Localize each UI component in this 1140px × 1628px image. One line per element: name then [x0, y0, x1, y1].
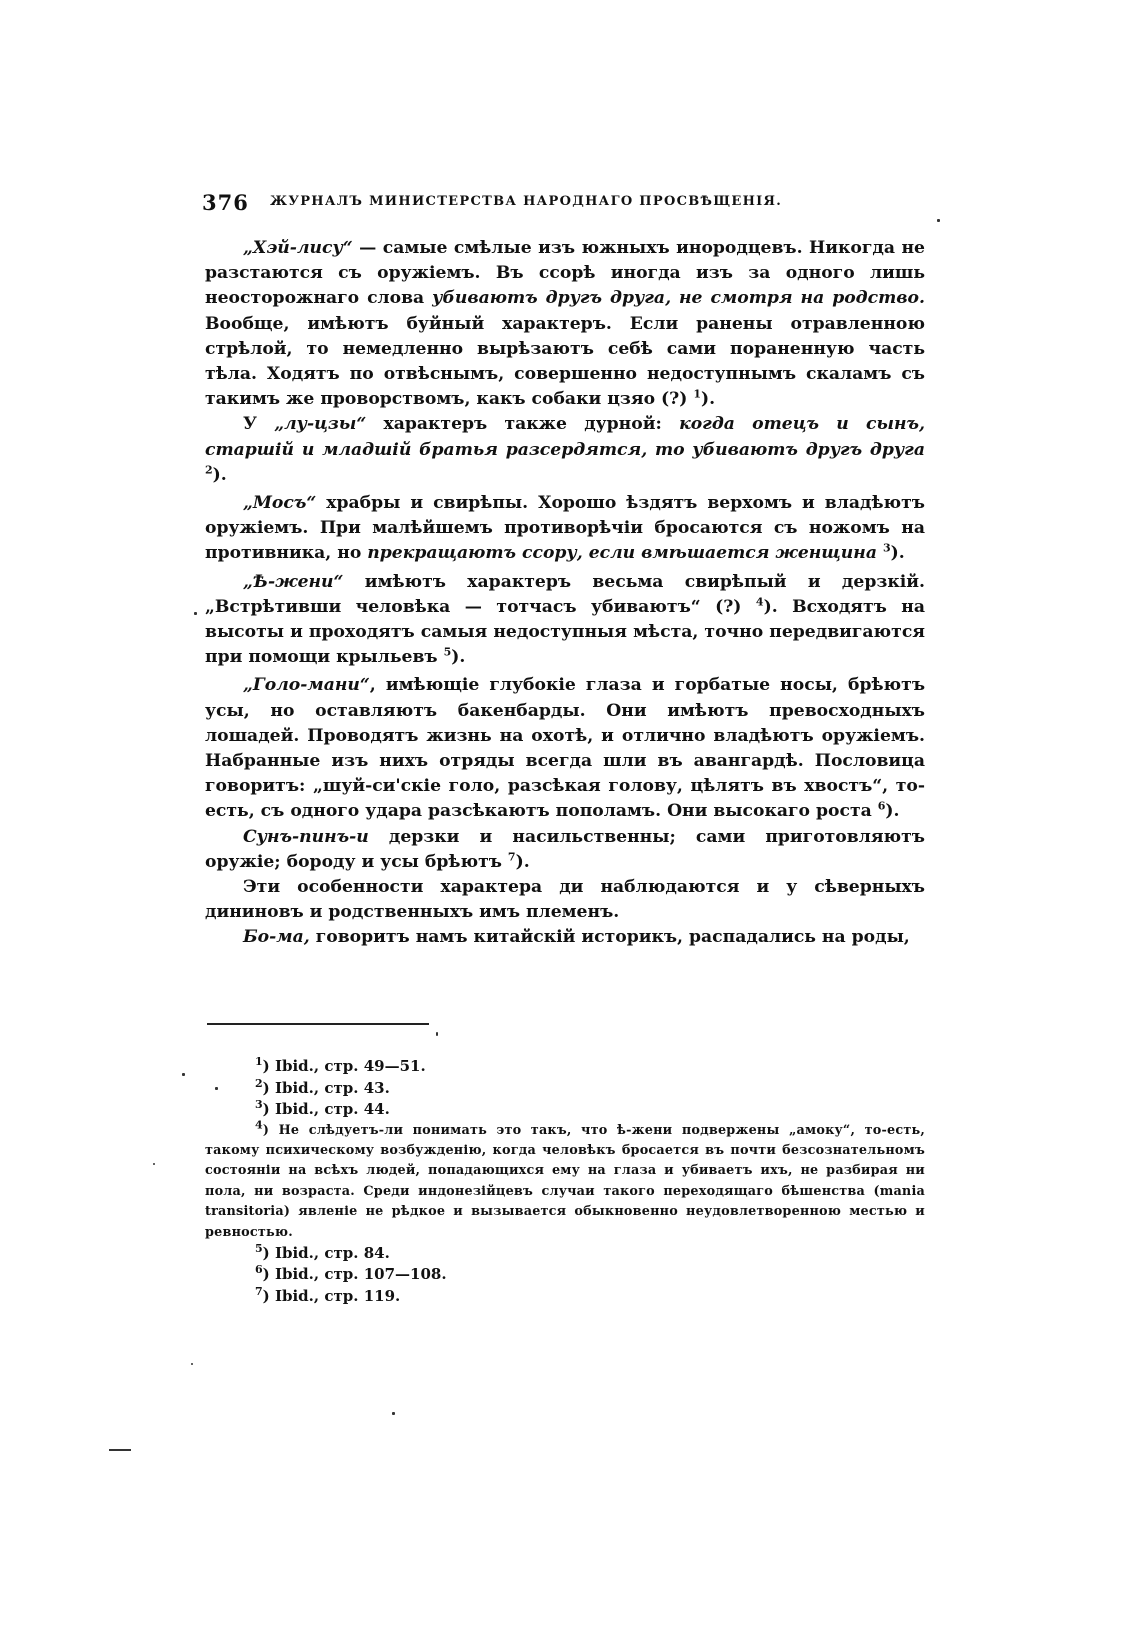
footnote-ref[interactable]: 4 [755, 595, 764, 609]
print-speck [182, 1073, 185, 1076]
ethnonym: „Ѣ-жени“ [243, 571, 344, 592]
paragraph-golo-mani: „Голо-мани“, имѣющіе глубокіе глаза и горбатые носы, брѣютъ усы, но оставляютъ бакенбарды. Они имѣютъ превосходныхъ лошадей. Проводятъ жизнь на охотѣ, и отлично владѣютъ оружіемъ. Набранные изъ нихъ отряды всегда шли въ авангардѣ. Пословица говоритъ: „шуй-си'скіе голо, разсѣкая голову, цѣлятъ въ хвостъ“, то-есть, съ одного удара разсѣкаютъ пополамъ. Они высокаго роста $^6$). [205, 675, 925, 822]
print-speck [392, 1412, 395, 1415]
footnote-ref[interactable]: 1 [693, 387, 701, 401]
emphasis: когда отецъ и сынъ, старшій и младшій братья разсердятся, то убиваютъ другъ друга [205, 414, 925, 460]
emphasis: убиваютъ другъ друга, не смотря на родство. [432, 288, 926, 309]
page-header [202, 190, 922, 216]
footnote-5: $^5$) Ibid., стр. 84. [255, 1241, 390, 1262]
paragraph-mos: „Мосъ“ храбры и свирѣпы. Хорошо ѣздятъ верхомъ и владѣютъ оружіемъ. При малѣйшемъ противорѣчіи бросаются съ ножомъ на противника, но прекращаютъ ссору, если вмѣшается женщина $^3$). [205, 493, 925, 564]
footnotes [205, 1056, 925, 1307]
footnote-divider [207, 1023, 429, 1025]
footnote-2: $^2$) Ibid., стр. 43. [255, 1076, 390, 1097]
print-speck [153, 1163, 155, 1165]
footnote-ref[interactable]: 7 [507, 850, 516, 864]
running-title: ЖУРНАЛЪ МИНИСТЕРСТВА НАРОДНАГО ПРОСВѢЩЕНІЯ. [270, 194, 783, 209]
paragraph-hei-lisu: „Хэй-лису“ — самые смѣлые изъ южныхъ инородцевъ. Никогда не разстаются съ оружіемъ. Въ ссорѣ иногда изъ за одного лишь неосторожнаго слова убиваютъ другъ друга, не смотря на родство. Вообще, имѣютъ буйный характеръ. Если ранены отравленною стрѣлой, то немедленно вырѣзаютъ себѣ сами пораненную часть тѣла. Ходятъ по отвѣснымъ, совершенно недоступнымъ скаламъ съ такимъ же проворствомъ, какъ собаки цзяо (?) $^1$). [205, 238, 926, 410]
print-speck [937, 219, 940, 222]
ethnonym: „Мосъ“ [243, 493, 317, 514]
footnote-ref[interactable]: 6 [877, 799, 886, 813]
print-speck [191, 1363, 193, 1365]
footnote-1: $^1$) Ibid., стр. 49—51. [255, 1055, 426, 1075]
footnote-3: $^3$) Ibid., стр. 44. [255, 1098, 390, 1118]
footnote-ref[interactable]: 3 [882, 541, 891, 555]
footnote-4: $^4$) Не слѣдуетъ-ли понимать это такъ, что ѣ-жени подвержены „амоку“, то-есть, такому психическому возбужденію, когда человѣкъ бросается въ почти безсознательномъ состояніи на всѣхъ людей, попадающихся ему на глаза и убиваетъ ихъ, не разбирая ни пола, ни возраста. Среди индонезійцевъ случаи такого переходящаго бѣшенства (mania transitoria) явленіе не рѣдкое и вызывается обыкновенно неудовлетворенною местью и ревностью. [205, 1118, 925, 1240]
print-speck [194, 612, 197, 615]
paragraph-lu-tszy: У „лу-цзы“ характеръ также дурной: когда отецъ и сынъ, старшій и младшій братья разсердятся, то убиваютъ другъ друга $^2$). [205, 414, 925, 485]
ethnonym: Бо-ма, [243, 927, 310, 948]
footnote-7: $^7$) Ibid., стр. 119. [255, 1284, 401, 1305]
main-text [205, 236, 925, 951]
ethnonym: „лу-цзы“ [274, 414, 367, 435]
paragraph-sun-pin-i: Сунъ-пинъ-и дерзки и насильственны; сами приготовляютъ оружіе; бороду и усы брѣютъ $^7$). [205, 826, 925, 872]
ethnonym: „Хэй-лису“ [243, 238, 353, 258]
footnote-ref[interactable]: 5 [443, 645, 452, 659]
ethnonym: „Голо-мани“ [243, 675, 370, 696]
ethnonym: Сунъ-пинъ-и [243, 826, 369, 847]
paragraph-e-zheni: „Ѣ-жени“ имѣютъ характеръ весьма свирѣпый и дерзкій. „Встрѣтивши человѣка — тотчасъ убиваютъ“ (?) $^4$). Всходятъ на высоты и проходятъ самыя недоступныя мѣста, точно передвигаются при помощи крыльевъ $^5$). [205, 571, 925, 668]
page-number: 376 [202, 190, 249, 215]
footnote-ref[interactable]: 2 [205, 463, 213, 477]
emphasis: прекращаютъ ссору, если вмѣшается женщина [367, 543, 877, 564]
print-speck [436, 1032, 438, 1036]
paragraph-features: Эти особенности характера ди наблюдаются и у сѣверныхъ дининовъ и родственныхъ имъ племенъ. [205, 877, 925, 923]
paragraph-bo-ma: Бо-ма, говоритъ намъ китайскій историкъ, распадались на роды, [243, 927, 910, 948]
margin-mark [109, 1449, 131, 1451]
print-speck [215, 1087, 218, 1090]
footnote-6: $^6$) Ibid., стр. 107—108. [255, 1263, 447, 1284]
